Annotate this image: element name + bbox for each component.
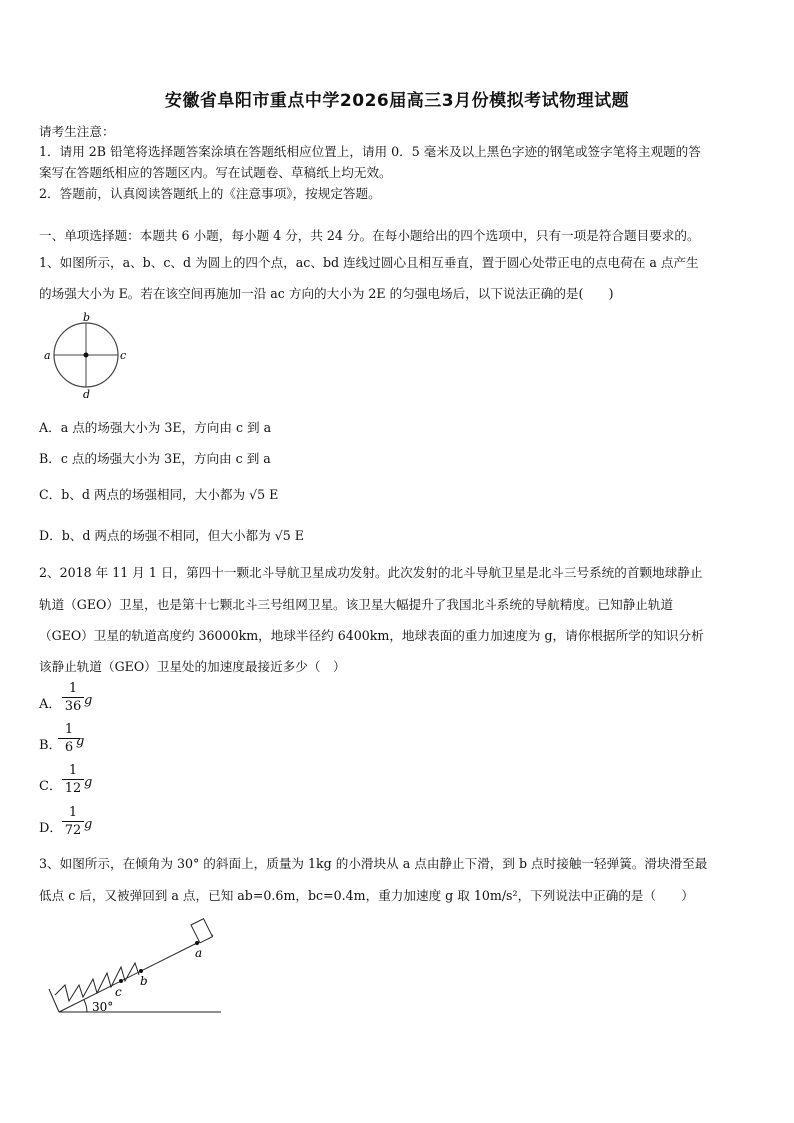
center-charge <box>84 353 89 358</box>
q2-option-d-label: D． <box>39 821 63 836</box>
point-a <box>195 941 199 945</box>
q3-stem-line-2: 低点 c 后，又被弹回到 a 点，已知 ab=0.6m，bc=0.4m，重力加速度 g 取 10m/s²，下列说法中正确的是（ ） <box>39 888 694 903</box>
angle-label: 30° <box>92 1000 114 1014</box>
section-header: 一、单项选择题：本题共 6 小题，每小题 4 分，共 24 分。在每小题给出的四个选项中，只有一项是符合题目要求的。 <box>39 228 700 243</box>
label-c: c <box>115 985 122 999</box>
numerator: 1 <box>68 805 78 820</box>
label-c: c <box>120 349 127 362</box>
label-a: a <box>195 946 203 960</box>
q2-stem-line-3: （GEO）卫星的轨道高度约 36000km，地球半径约 6400km，地球表面的重力加速度为 g，请你根据所学的知识分析 <box>39 628 704 643</box>
label-d: d <box>83 388 91 401</box>
numerator: 1 <box>68 763 78 778</box>
label-b: b <box>140 974 148 988</box>
point-b <box>139 969 143 973</box>
notice-heading: 请考生注意： <box>39 124 115 139</box>
q2-stem-line-2: 轨道（GEO）卫星，也是第十七颗北斗三号组网卫星。该卫星大幅提升了我国北斗系统的导航精度。已知静止轨道 <box>39 597 674 612</box>
notice-line-1b: 案写在答题纸相应的答题区内。写在试题卷、草稿纸上均无效。 <box>39 165 392 180</box>
spring <box>55 963 139 1001</box>
q2-stem-line-4: 该静止轨道（GEO）卫星处的加速度最接近多少（ ） <box>39 659 346 674</box>
denominator: 36 <box>64 699 82 714</box>
q1-circle-figure <box>40 312 140 402</box>
numerator: 1 <box>64 722 74 737</box>
notice-line-2: 2．答题前，认真阅读答题纸上的《注意事项》，按规定答题。 <box>39 186 381 201</box>
q1-option-d: D．b、d 两点的场强不相同，但大小都为 √5 E <box>39 528 304 543</box>
denominator: 12 <box>64 781 82 796</box>
q1-stem-line-2: 的场强大小为 E。若在该空间再施加一沿 ac 方向的大小为 2E 的匀强电场后，以下说法正确的是( ) <box>39 286 614 301</box>
denominator: 72 <box>64 823 82 838</box>
page-title: 安徽省阜阳市重点中学2026届高三3月份模拟考试物理试题 <box>164 91 630 111</box>
q2-option-a-unit: g <box>84 693 93 708</box>
sliding-block <box>191 919 212 943</box>
label-b: b <box>83 312 91 324</box>
q3-incline-figure <box>45 915 230 1020</box>
q2-option-a-label: A． <box>39 697 62 712</box>
label-a: a <box>44 349 51 362</box>
denominator: 6 <box>64 740 74 755</box>
point-c <box>119 979 123 983</box>
q3-stem-line-1: 3、如图所示，在倾角为 30° 的斜面上，质量为 1kg 的小滑块从 a 点由静止下滑，到 b 点时接触一轻弹簧。滑块滑至最 <box>39 856 708 871</box>
q1-option-b: B．c 点的场强大小为 3E，方向由 c 到 a <box>39 451 271 466</box>
q1-stem-line-1: 1、如图所示，a、b、c、d 为圆上的四个点，ac、bd 连线过圆心且相互垂直，置于圆心处带正电的点电荷在 a 点产生 <box>39 255 699 270</box>
q1-option-c: C．b、d 两点的场强相同，大小都为 √5 E <box>39 487 279 502</box>
angle-arc <box>84 1000 87 1012</box>
q1-option-a: A．a 点的场强大小为 3E，方向由 c 到 a <box>39 420 272 435</box>
q2-option-b-unit: g <box>76 734 85 749</box>
incline-line <box>59 935 213 1012</box>
q2-option-b-label: B． <box>39 738 62 753</box>
q2-option-d-unit: g <box>84 817 93 832</box>
q2-option-c-label: C． <box>39 779 62 794</box>
q2-option-c-unit: g <box>84 775 93 790</box>
numerator: 1 <box>68 681 78 696</box>
q2-stem-line-1: 2、2018 年 11 月 1 日，第四十一颗北斗导航卫星成功发射。此次发射的北斗导航卫星是北斗三号系统的首颗地球静止 <box>39 565 703 580</box>
notice-line-1a: 1．请用 2B 铅笔将选择题答案涂填在答题纸相应位置上，请用 0．5 毫米及以上黑色字迹的钢笔或签字笔将主观题的答 <box>39 144 701 159</box>
